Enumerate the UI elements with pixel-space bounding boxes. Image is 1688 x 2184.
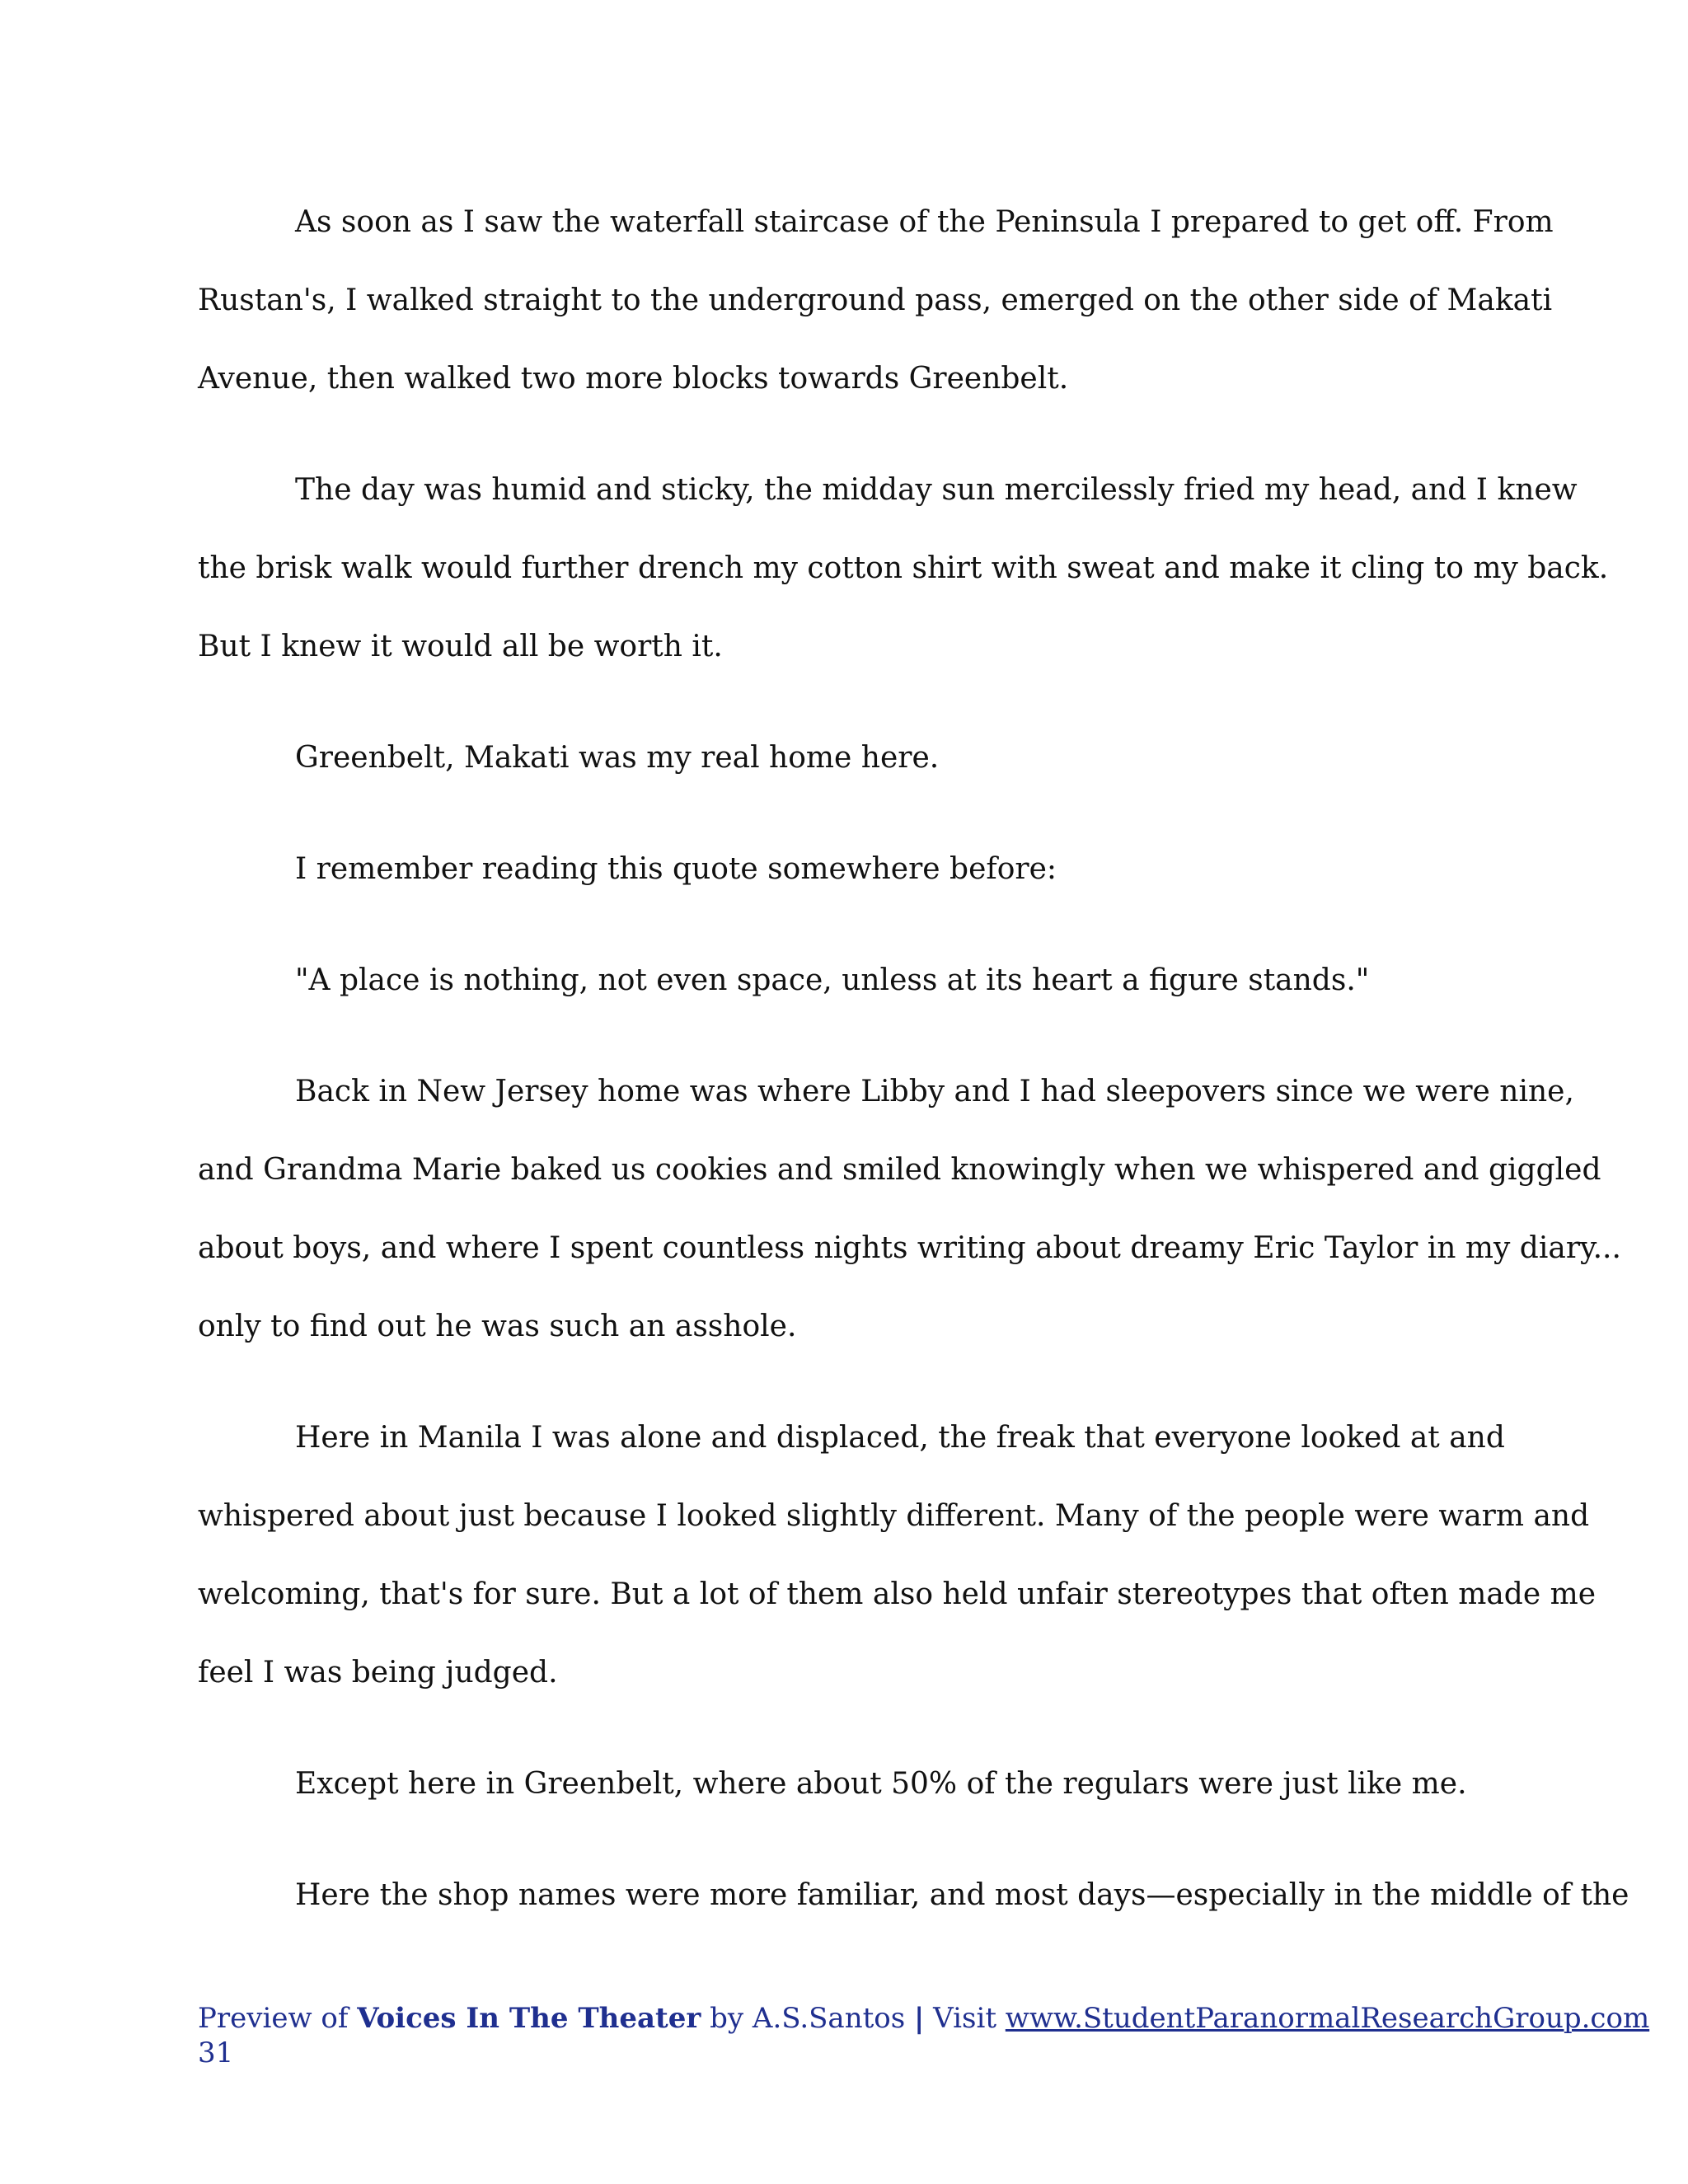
paragraph-line: only to find out he was such an asshole.	[198, 1310, 797, 1343]
paragraph-4	[198, 830, 1504, 908]
paragraph-line: the brisk walk would further drench my cotton shirt with sweat and make it cling to my back.	[198, 551, 1609, 585]
paragraph-line: As soon as I saw the waterfall staircase of the Peninsula I prepared to get off. From	[295, 205, 1554, 239]
paragraph-line: "A place is nothing, not even space, unless at its heart a figure stands."	[295, 963, 1370, 997]
body-text	[198, 183, 1629, 1934]
paragraph-line: welcoming, that's for sure. But a lot of them also held unfair stereotypes that often made me	[198, 1577, 1597, 1611]
paragraph-line: Back in New Jersey home was where Libby and I had sleepovers since we were nine,	[295, 1075, 1574, 1108]
paragraph-5-quote	[198, 941, 1504, 1019]
paragraph-line: Here the shop names were more familiar, and most days—especially in the middle of the	[295, 1878, 1629, 1912]
footer-preview-line	[198, 2001, 1650, 2036]
paragraph-2	[198, 451, 1609, 686]
paragraph-8	[198, 1745, 1504, 1823]
page-footer	[198, 2001, 1650, 2070]
footer-visit: Visit	[924, 2002, 1006, 2035]
paragraph-3	[198, 719, 1504, 797]
paragraph-line: The day was humid and sticky, the midday sun mercilessly fried my head, and I knew	[295, 473, 1578, 507]
paragraph-line: But I knew it would all be worth it.	[198, 630, 723, 663]
paragraph-7	[198, 1399, 1597, 1712]
paragraph-line: Except here in Greenbelt, where about 50% of the regulars were just like me.	[295, 1767, 1467, 1801]
footer-website-link[interactable]: www.StudentParanormalResearchGroup.com	[1005, 2002, 1650, 2035]
paragraph-line: Greenbelt, Makati was my real home here.	[295, 741, 940, 775]
paragraph-line: feel I was being judged.	[198, 1656, 558, 1690]
footer-book-title: Voices In The Theater	[357, 2002, 701, 2035]
paragraph-line: I remember reading this quote somewhere before:	[295, 852, 1057, 886]
paragraph-line: whispered about just because I looked slightly different. Many of the people were warm and	[198, 1499, 1590, 1533]
paragraph-line: Rustan's, I walked straight to the underground pass, emerged on the other side of Makati	[198, 284, 1553, 317]
paragraph-line: Here in Manila I was alone and displaced, the freak that everyone looked at and	[295, 1421, 1505, 1455]
footer-prefix: Preview of	[198, 2002, 358, 2035]
paragraph-line: and Grandma Marie baked us cookies and smiled knowingly when we whispered and giggled	[198, 1153, 1601, 1187]
paragraph-1	[198, 183, 1554, 418]
footer-separator: |	[913, 2002, 925, 2035]
page-number: 31	[198, 2036, 234, 2069]
paragraph-9	[198, 1856, 1629, 1934]
paragraph-6	[198, 1052, 1621, 1366]
footer-author: by A.S.Santos	[701, 2002, 914, 2035]
paragraph-line: Avenue, then walked two more blocks towards Greenbelt.	[198, 362, 1069, 396]
paragraph-line: about boys, and where I spent countless nights writing about dreamy Eric Taylor in my diary...	[198, 1231, 1621, 1265]
